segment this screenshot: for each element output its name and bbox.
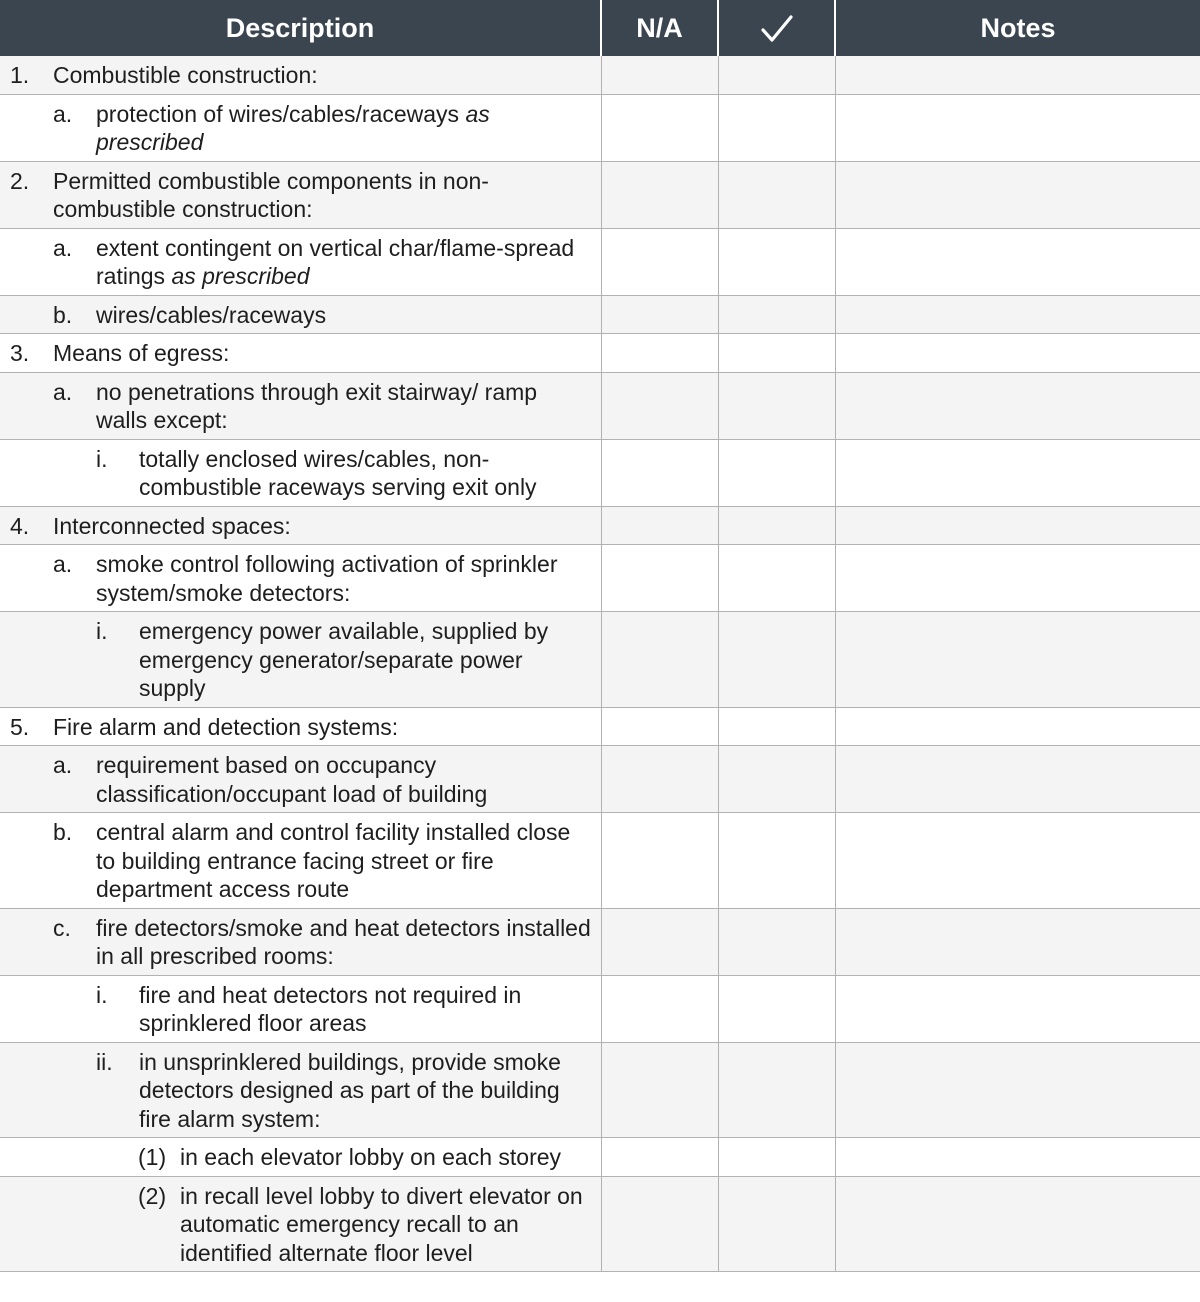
item-description xyxy=(0,1177,601,1272)
item-text-wrap xyxy=(139,445,595,502)
check-cell[interactable] xyxy=(718,295,835,334)
notes-cell[interactable] xyxy=(835,746,1200,813)
description-cell xyxy=(0,707,601,746)
item-text-emphasis: as prescribed xyxy=(96,100,490,155)
notes-cell[interactable] xyxy=(835,813,1200,909)
item-text: in unsprinklered buildings, provide smoke detectors designed as part of the building fire alarm system: xyxy=(139,1048,561,1132)
description-cell xyxy=(0,908,601,975)
item-description xyxy=(0,95,601,161)
item-text-wrap xyxy=(53,167,595,224)
table-row xyxy=(0,813,1200,909)
na-cell[interactable] xyxy=(601,975,718,1042)
item-text: Combustible construction: xyxy=(53,62,318,88)
item-text-wrap xyxy=(96,818,595,904)
table-row xyxy=(0,439,1200,506)
item-text-wrap xyxy=(53,339,595,368)
item-text-wrap xyxy=(139,981,595,1038)
item-number: 3. xyxy=(10,340,30,366)
table-row xyxy=(0,334,1200,373)
table-row xyxy=(0,228,1200,295)
item-text-wrap xyxy=(96,550,595,607)
notes-cell[interactable] xyxy=(835,295,1200,334)
item-number: 1. xyxy=(10,62,30,88)
item-text: emergency power available, supplied by emergency generator/separate power supply xyxy=(139,618,549,701)
item-number: b. xyxy=(53,301,73,328)
item-number: c. xyxy=(53,914,71,941)
check-cell[interactable] xyxy=(718,94,835,161)
item-text: requirement based on occupancy classification/occupant load of building xyxy=(96,752,488,807)
na-cell[interactable] xyxy=(601,1176,718,1272)
na-cell[interactable] xyxy=(601,813,718,909)
item-description xyxy=(0,746,601,812)
na-cell[interactable] xyxy=(601,228,718,295)
header-check xyxy=(718,0,835,56)
item-description xyxy=(0,976,601,1042)
item-number: a. xyxy=(53,752,73,778)
item-number: a. xyxy=(53,551,73,577)
item-text-wrap xyxy=(139,1048,595,1134)
item-number: i. xyxy=(96,445,108,472)
item-text: Means of egress: xyxy=(53,340,230,366)
na-cell[interactable] xyxy=(601,439,718,506)
item-description xyxy=(0,1138,601,1176)
description-cell xyxy=(0,295,601,334)
table-row xyxy=(0,707,1200,746)
item-text-wrap xyxy=(96,751,595,808)
item-text: protection of wires/cables/raceways xyxy=(96,100,466,127)
description-cell xyxy=(0,612,601,708)
na-cell[interactable] xyxy=(601,746,718,813)
table-row xyxy=(0,372,1200,439)
item-description xyxy=(0,56,601,94)
check-cell[interactable] xyxy=(718,746,835,813)
description-cell xyxy=(0,746,601,813)
item-text-wrap xyxy=(53,512,595,541)
item-text: Permitted combustible components in non-combustible construction: xyxy=(53,167,489,222)
item-number: i. xyxy=(96,618,108,644)
item-text-wrap xyxy=(96,301,595,330)
description-cell xyxy=(0,975,601,1042)
description-cell xyxy=(0,372,601,439)
item-number: a. xyxy=(53,100,73,127)
item-text-wrap xyxy=(96,378,595,435)
item-number: a. xyxy=(53,378,73,405)
check-cell[interactable] xyxy=(718,908,835,975)
table-row xyxy=(0,1138,1200,1177)
table-row xyxy=(0,545,1200,612)
table-row xyxy=(0,975,1200,1042)
check-cell[interactable] xyxy=(718,372,835,439)
na-cell[interactable] xyxy=(601,707,718,746)
item-number: (2) xyxy=(138,1182,167,1209)
checkmark-icon xyxy=(760,14,794,44)
item-description xyxy=(0,1043,601,1138)
table-row xyxy=(0,1176,1200,1272)
header-description: Description xyxy=(0,0,601,56)
header-na: N/A xyxy=(601,0,718,56)
item-text: Fire alarm and detection systems: xyxy=(53,713,399,740)
notes-cell[interactable] xyxy=(835,94,1200,161)
item-text-wrap xyxy=(53,61,595,90)
item-text-emphasis: as prescribed xyxy=(171,263,310,289)
na-cell[interactable] xyxy=(601,612,718,708)
description-cell xyxy=(0,1042,601,1138)
item-number: 5. xyxy=(10,713,30,740)
table-row xyxy=(0,1042,1200,1138)
item-text: central alarm and control facility installed close to building entrance facing street or fire department access route xyxy=(96,819,571,902)
item-description xyxy=(0,545,601,611)
notes-cell[interactable] xyxy=(835,439,1200,506)
item-text: wires/cables/raceways xyxy=(96,301,327,328)
description-cell xyxy=(0,545,601,612)
header-notes: Notes xyxy=(835,0,1200,56)
item-text-wrap xyxy=(96,100,595,157)
check-cell[interactable] xyxy=(718,506,835,545)
check-cell[interactable] xyxy=(718,334,835,373)
na-cell[interactable] xyxy=(601,372,718,439)
item-text: in each elevator lobby on each storey xyxy=(180,1144,562,1170)
item-text-wrap xyxy=(180,1182,595,1268)
table-row xyxy=(0,746,1200,813)
item-description xyxy=(0,229,601,295)
table-row xyxy=(0,56,1200,94)
item-description xyxy=(0,612,601,707)
description-cell xyxy=(0,506,601,545)
notes-cell[interactable] xyxy=(835,228,1200,295)
item-text-wrap xyxy=(53,713,595,742)
table-row xyxy=(0,161,1200,228)
item-text: extent contingent on vertical char/flame-spread ratings xyxy=(96,234,575,289)
check-cell[interactable] xyxy=(718,707,835,746)
notes-cell[interactable] xyxy=(835,161,1200,228)
item-number: 2. xyxy=(10,167,30,194)
check-cell[interactable] xyxy=(718,1138,835,1177)
check-cell[interactable] xyxy=(718,228,835,295)
item-text: totally enclosed wires/cables, non-combustible raceways serving exit only xyxy=(139,445,537,500)
item-text: in recall level lobby to divert elevator on automatic emergency recall to an identified alternate floor level xyxy=(180,1182,583,1266)
table-row xyxy=(0,612,1200,708)
check-cell[interactable] xyxy=(718,161,835,228)
item-text: fire and heat detectors not required in sprinklered floor areas xyxy=(139,981,522,1036)
na-cell[interactable] xyxy=(601,161,718,228)
item-description xyxy=(0,334,601,372)
notes-cell[interactable] xyxy=(835,1176,1200,1272)
item-number: b. xyxy=(53,819,73,845)
check-cell[interactable] xyxy=(718,1042,835,1138)
check-cell[interactable] xyxy=(718,439,835,506)
notes-cell[interactable] xyxy=(835,506,1200,545)
notes-cell[interactable] xyxy=(835,975,1200,1042)
notes-cell[interactable] xyxy=(835,612,1200,708)
item-text-wrap xyxy=(180,1143,595,1172)
notes-cell[interactable] xyxy=(835,334,1200,373)
item-description xyxy=(0,813,601,908)
table-row xyxy=(0,506,1200,545)
item-description xyxy=(0,909,601,975)
na-cell[interactable] xyxy=(601,56,718,94)
notes-cell[interactable] xyxy=(835,372,1200,439)
description-cell xyxy=(0,813,601,909)
item-description xyxy=(0,373,601,439)
item-number: i. xyxy=(96,981,108,1008)
notes-cell[interactable] xyxy=(835,1138,1200,1177)
table-row xyxy=(0,94,1200,161)
description-cell xyxy=(0,228,601,295)
description-cell xyxy=(0,1138,601,1177)
description-cell xyxy=(0,94,601,161)
table-row xyxy=(0,908,1200,975)
item-text-wrap xyxy=(139,617,595,703)
notes-cell[interactable] xyxy=(835,908,1200,975)
na-cell[interactable] xyxy=(601,334,718,373)
na-cell[interactable] xyxy=(601,94,718,161)
description-cell xyxy=(0,1176,601,1272)
notes-cell[interactable] xyxy=(835,56,1200,94)
item-number: a. xyxy=(53,234,73,261)
item-description xyxy=(0,507,601,545)
na-cell[interactable] xyxy=(601,545,718,612)
na-cell[interactable] xyxy=(601,295,718,334)
check-cell[interactable] xyxy=(718,975,835,1042)
check-cell[interactable] xyxy=(718,56,835,94)
check-cell[interactable] xyxy=(718,813,835,909)
notes-cell[interactable] xyxy=(835,545,1200,612)
na-cell[interactable] xyxy=(601,506,718,545)
item-description xyxy=(0,708,601,746)
item-number: ii. xyxy=(96,1048,113,1075)
item-text: Interconnected spaces: xyxy=(53,512,291,539)
notes-cell[interactable] xyxy=(835,707,1200,746)
description-cell xyxy=(0,334,601,373)
item-number: 4. xyxy=(10,512,30,539)
header-row xyxy=(0,0,1200,56)
description-cell xyxy=(0,439,601,506)
item-description xyxy=(0,296,601,334)
item-description xyxy=(0,440,601,506)
item-number: (1) xyxy=(138,1144,167,1170)
check-cell[interactable] xyxy=(718,1176,835,1272)
check-cell[interactable] xyxy=(718,612,835,708)
item-text: smoke control following activation of sprinkler system/smoke detectors: xyxy=(96,551,558,606)
description-cell xyxy=(0,56,601,94)
na-cell[interactable] xyxy=(601,1042,718,1138)
item-text-wrap xyxy=(96,914,595,971)
check-cell[interactable] xyxy=(718,545,835,612)
description-cell xyxy=(0,161,601,228)
item-text-wrap xyxy=(96,234,595,291)
item-description xyxy=(0,162,601,228)
item-text: no penetrations through exit stairway/ ramp walls except: xyxy=(96,378,538,433)
item-text: fire detectors/smoke and heat detectors installed in all prescribed rooms: xyxy=(96,914,591,969)
na-cell[interactable] xyxy=(601,908,718,975)
table-row xyxy=(0,295,1200,334)
notes-cell[interactable] xyxy=(835,1042,1200,1138)
na-cell[interactable] xyxy=(601,1138,718,1177)
